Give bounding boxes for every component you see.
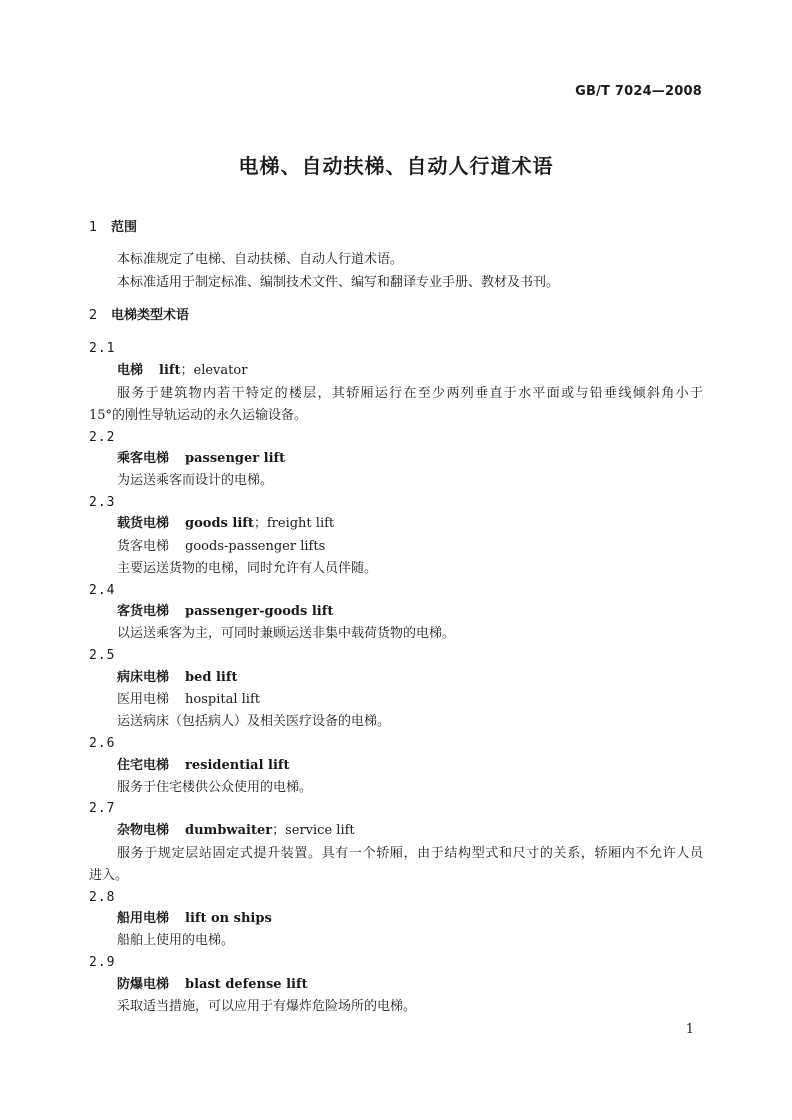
definition: 服务于建筑物内若干特定的楼层，其轿厢运行在至少两列垂直于水平面或与铅垂线倾斜角小于 xyxy=(117,386,703,401)
clause-number: 2.8 xyxy=(89,890,116,905)
admitted-term-zh: 医用电梯 xyxy=(117,692,170,707)
clause-number: 2.5 xyxy=(89,648,116,663)
definition: 主要运送货物的电梯，同时允许有人员伴随。 xyxy=(117,561,378,576)
term-en: bed lift xyxy=(185,670,238,685)
section-title: 范围 xyxy=(111,220,138,235)
clause-number: 2.4 xyxy=(89,583,116,598)
term-synonym: ；freight lift xyxy=(253,516,335,531)
paragraph: 本标准规定了电梯、自动扶梯、自动人行道术语。 xyxy=(117,252,404,267)
section-number: 1 xyxy=(89,220,98,235)
section-heading-scope xyxy=(89,219,137,237)
term-en: goods lift xyxy=(185,516,254,531)
term-en: dumbwaiter xyxy=(185,823,273,838)
term-entry xyxy=(117,669,237,687)
admitted-term xyxy=(117,691,260,709)
term-en: residential lift xyxy=(185,758,290,773)
admitted-term-zh: 货客电梯 xyxy=(117,539,170,554)
term-zh: 载货电梯 xyxy=(117,516,170,531)
standard-code: GB/T 7024—2008 xyxy=(575,84,702,99)
term-zh: 防爆电梯 xyxy=(117,977,170,992)
definition: 以运送乘客为主，可同时兼顾运送非集中载荷货物的电梯。 xyxy=(117,626,456,641)
definition: 为运送乘客而设计的电梯。 xyxy=(117,473,274,488)
term-entry xyxy=(117,362,247,380)
term-zh: 杂物电梯 xyxy=(117,823,170,838)
term-entry xyxy=(117,757,290,775)
term-synonym: ；service lift xyxy=(272,823,355,838)
page-number: 1 xyxy=(685,1022,694,1037)
document-title: 电梯、自动扶梯、自动人行道术语 xyxy=(238,154,554,178)
clause-number: 2.7 xyxy=(89,801,116,816)
clause-number: 2.1 xyxy=(89,341,116,356)
term-entry xyxy=(117,603,333,621)
term-zh: 客货电梯 xyxy=(117,604,170,619)
section-title: 电梯类型术语 xyxy=(111,308,190,323)
term-en: passenger-goods lift xyxy=(185,604,334,619)
definition: 服务于住宅楼供公众使用的电梯。 xyxy=(117,780,313,795)
term-entry xyxy=(117,515,334,533)
admitted-term-en: hospital lift xyxy=(185,692,260,707)
term-entry xyxy=(117,822,355,840)
term-en: lift on ships xyxy=(185,911,272,926)
term-en: lift xyxy=(159,363,181,378)
definition: 服务于规定层站固定式提升装置。具有一个轿厢，由于结构型式和尺寸的关系，轿厢内不允许人员 xyxy=(117,846,703,861)
term-zh: 住宅电梯 xyxy=(117,758,170,773)
term-entry xyxy=(117,910,272,928)
admitted-term xyxy=(117,538,325,556)
term-zh: 船用电梯 xyxy=(117,911,170,926)
definition: 运送病床（包括病人）及相关医疗设备的电梯。 xyxy=(117,714,391,729)
clause-number: 2.3 xyxy=(89,495,116,510)
term-entry xyxy=(117,450,285,468)
admitted-term-en: goods-passenger lifts xyxy=(185,539,326,554)
term-en: blast defense lift xyxy=(185,977,308,992)
term-synonym: ；elevator xyxy=(180,363,248,378)
clause-number: 2.2 xyxy=(89,430,116,445)
term-zh: 病床电梯 xyxy=(117,670,170,685)
definition: 采取适当措施，可以应用于有爆炸危险场所的电梯。 xyxy=(117,999,417,1014)
term-entry xyxy=(117,976,308,994)
definition-continued: 15°的刚性导轨运动的永久运输设备。 xyxy=(89,408,308,423)
section-heading-lift-types xyxy=(89,307,189,325)
paragraph: 本标准适用于制定标准、编制技术文件、编写和翻译专业手册、教材及书刊。 xyxy=(117,275,560,290)
definition-continued: 进入。 xyxy=(89,868,129,883)
definition: 船舶上使用的电梯。 xyxy=(117,933,235,948)
clause-number: 2.9 xyxy=(89,955,116,970)
section-number: 2 xyxy=(89,308,98,323)
clause-number: 2.6 xyxy=(89,736,116,751)
term-en: passenger lift xyxy=(185,451,286,466)
term-zh: 电梯 xyxy=(117,363,144,378)
term-zh: 乘客电梯 xyxy=(117,451,170,466)
